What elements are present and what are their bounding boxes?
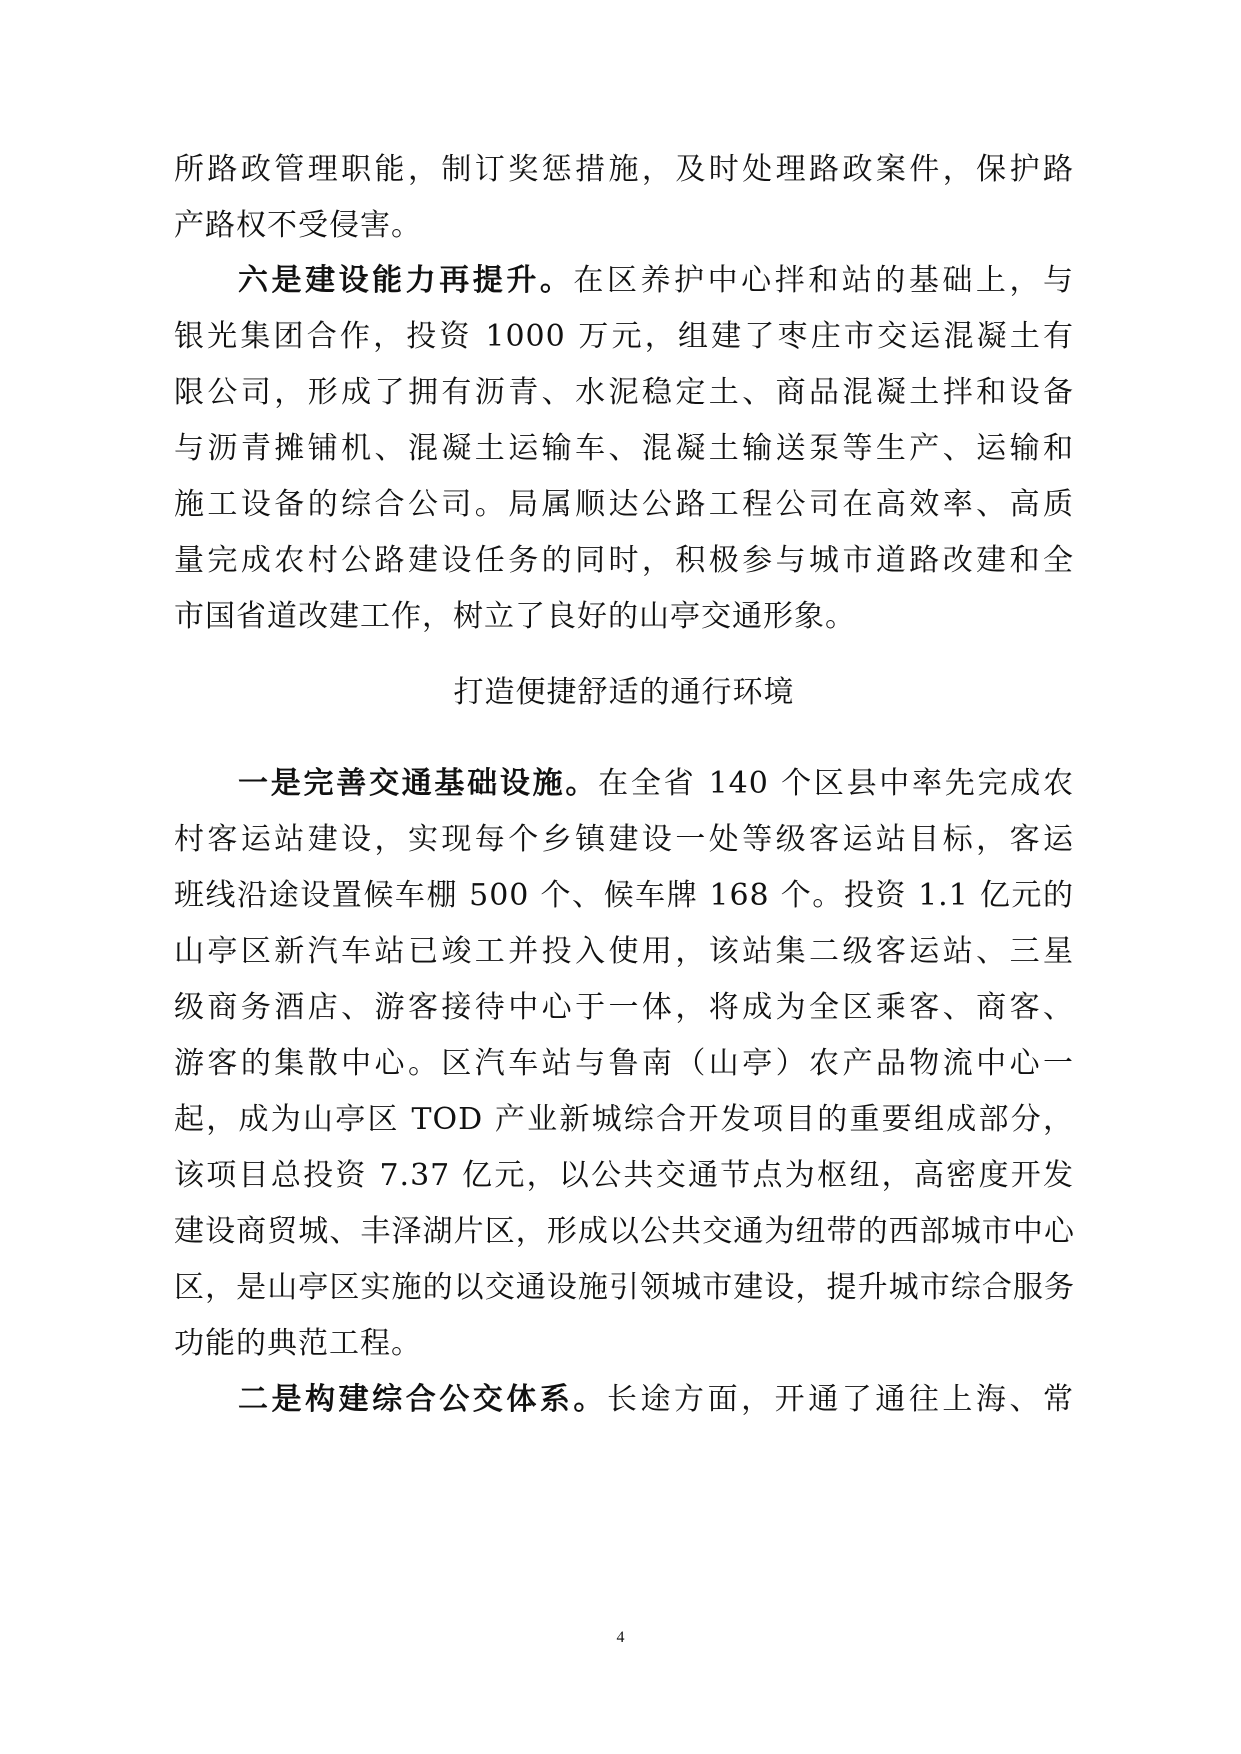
text-line: 市国省道改建工作，树立了良好的山亭交通形象。	[174, 599, 856, 634]
paragraph-lead: 六是建设能力再提升。	[238, 263, 574, 298]
text-line: 产路权不受侵害。	[174, 208, 422, 243]
text-line: 该项目总投资 7.37 亿元，以公共交通节点为枢纽，高密度开发	[174, 1158, 1074, 1193]
paragraph-text: 长途方面，开通了通往上海、常	[606, 1382, 1075, 1417]
paragraph-first-line	[238, 764, 1074, 804]
paragraph-lead: 一是完善交通基础设施。	[238, 766, 599, 801]
text-line: 限公司，形成了拥有沥青、水泥稳定土、商品混凝土拌和设备	[174, 375, 1074, 410]
text-line: 山亭区新汽车站已竣工并投入使用，该站集二级客运站、三星	[174, 934, 1074, 969]
text-line: 起，成为山亭区 TOD 产业新城综合开发项目的重要组成部分，	[174, 1102, 1074, 1137]
paragraph-text: 在区养护中心拌和站的基础上，与	[573, 263, 1075, 298]
text-line: 银光集团合作，投资 1000 万元，组建了枣庄市交运混凝土有	[174, 319, 1074, 354]
paragraph-first-line	[238, 1380, 1074, 1420]
text-line: 建设商贸城、丰泽湖片区，形成以公共交通为纽带的西部城市中心	[174, 1214, 1074, 1249]
text-line: 所路政管理职能，制订奖惩措施，及时处理路政案件，保护路	[174, 152, 1074, 187]
text-line: 级商务酒店、游客接待中心于一体，将成为全区乘客、商客、	[174, 990, 1074, 1025]
text-line: 施工设备的综合公司。局属顺达公路工程公司在高效率、高质	[174, 487, 1074, 522]
text-line: 村客运站建设，实现每个乡镇建设一处等级客运站目标，客运	[174, 822, 1074, 857]
paragraph-first-line	[238, 261, 1074, 301]
paragraph-text: 在全省 140 个区县中率先完成农	[598, 766, 1074, 801]
text-line: 班线沿途设置候车棚 500 个、候车牌 168 个。投资 1.1 亿元的	[174, 878, 1074, 913]
text-line: 与沥青摊铺机、混凝土运输车、混凝土输送泵等生产、运输和	[174, 431, 1074, 466]
text-line: 功能的典范工程。	[174, 1326, 422, 1361]
text-line: 游客的集散中心。区汽车站与鲁南（山亭）农产品物流中心一	[174, 1046, 1074, 1081]
paragraph-lead: 二是构建综合公交体系。	[238, 1382, 607, 1417]
section-heading: 打造便捷舒适的通行环境	[453, 675, 795, 710]
text-line: 区，是山亭区实施的以交通设施引领城市建设，提升城市综合服务	[174, 1270, 1074, 1305]
page-number: 4	[616, 1629, 625, 1646]
text-line: 量完成农村公路建设任务的同时，积极参与城市道路改建和全	[174, 543, 1074, 578]
